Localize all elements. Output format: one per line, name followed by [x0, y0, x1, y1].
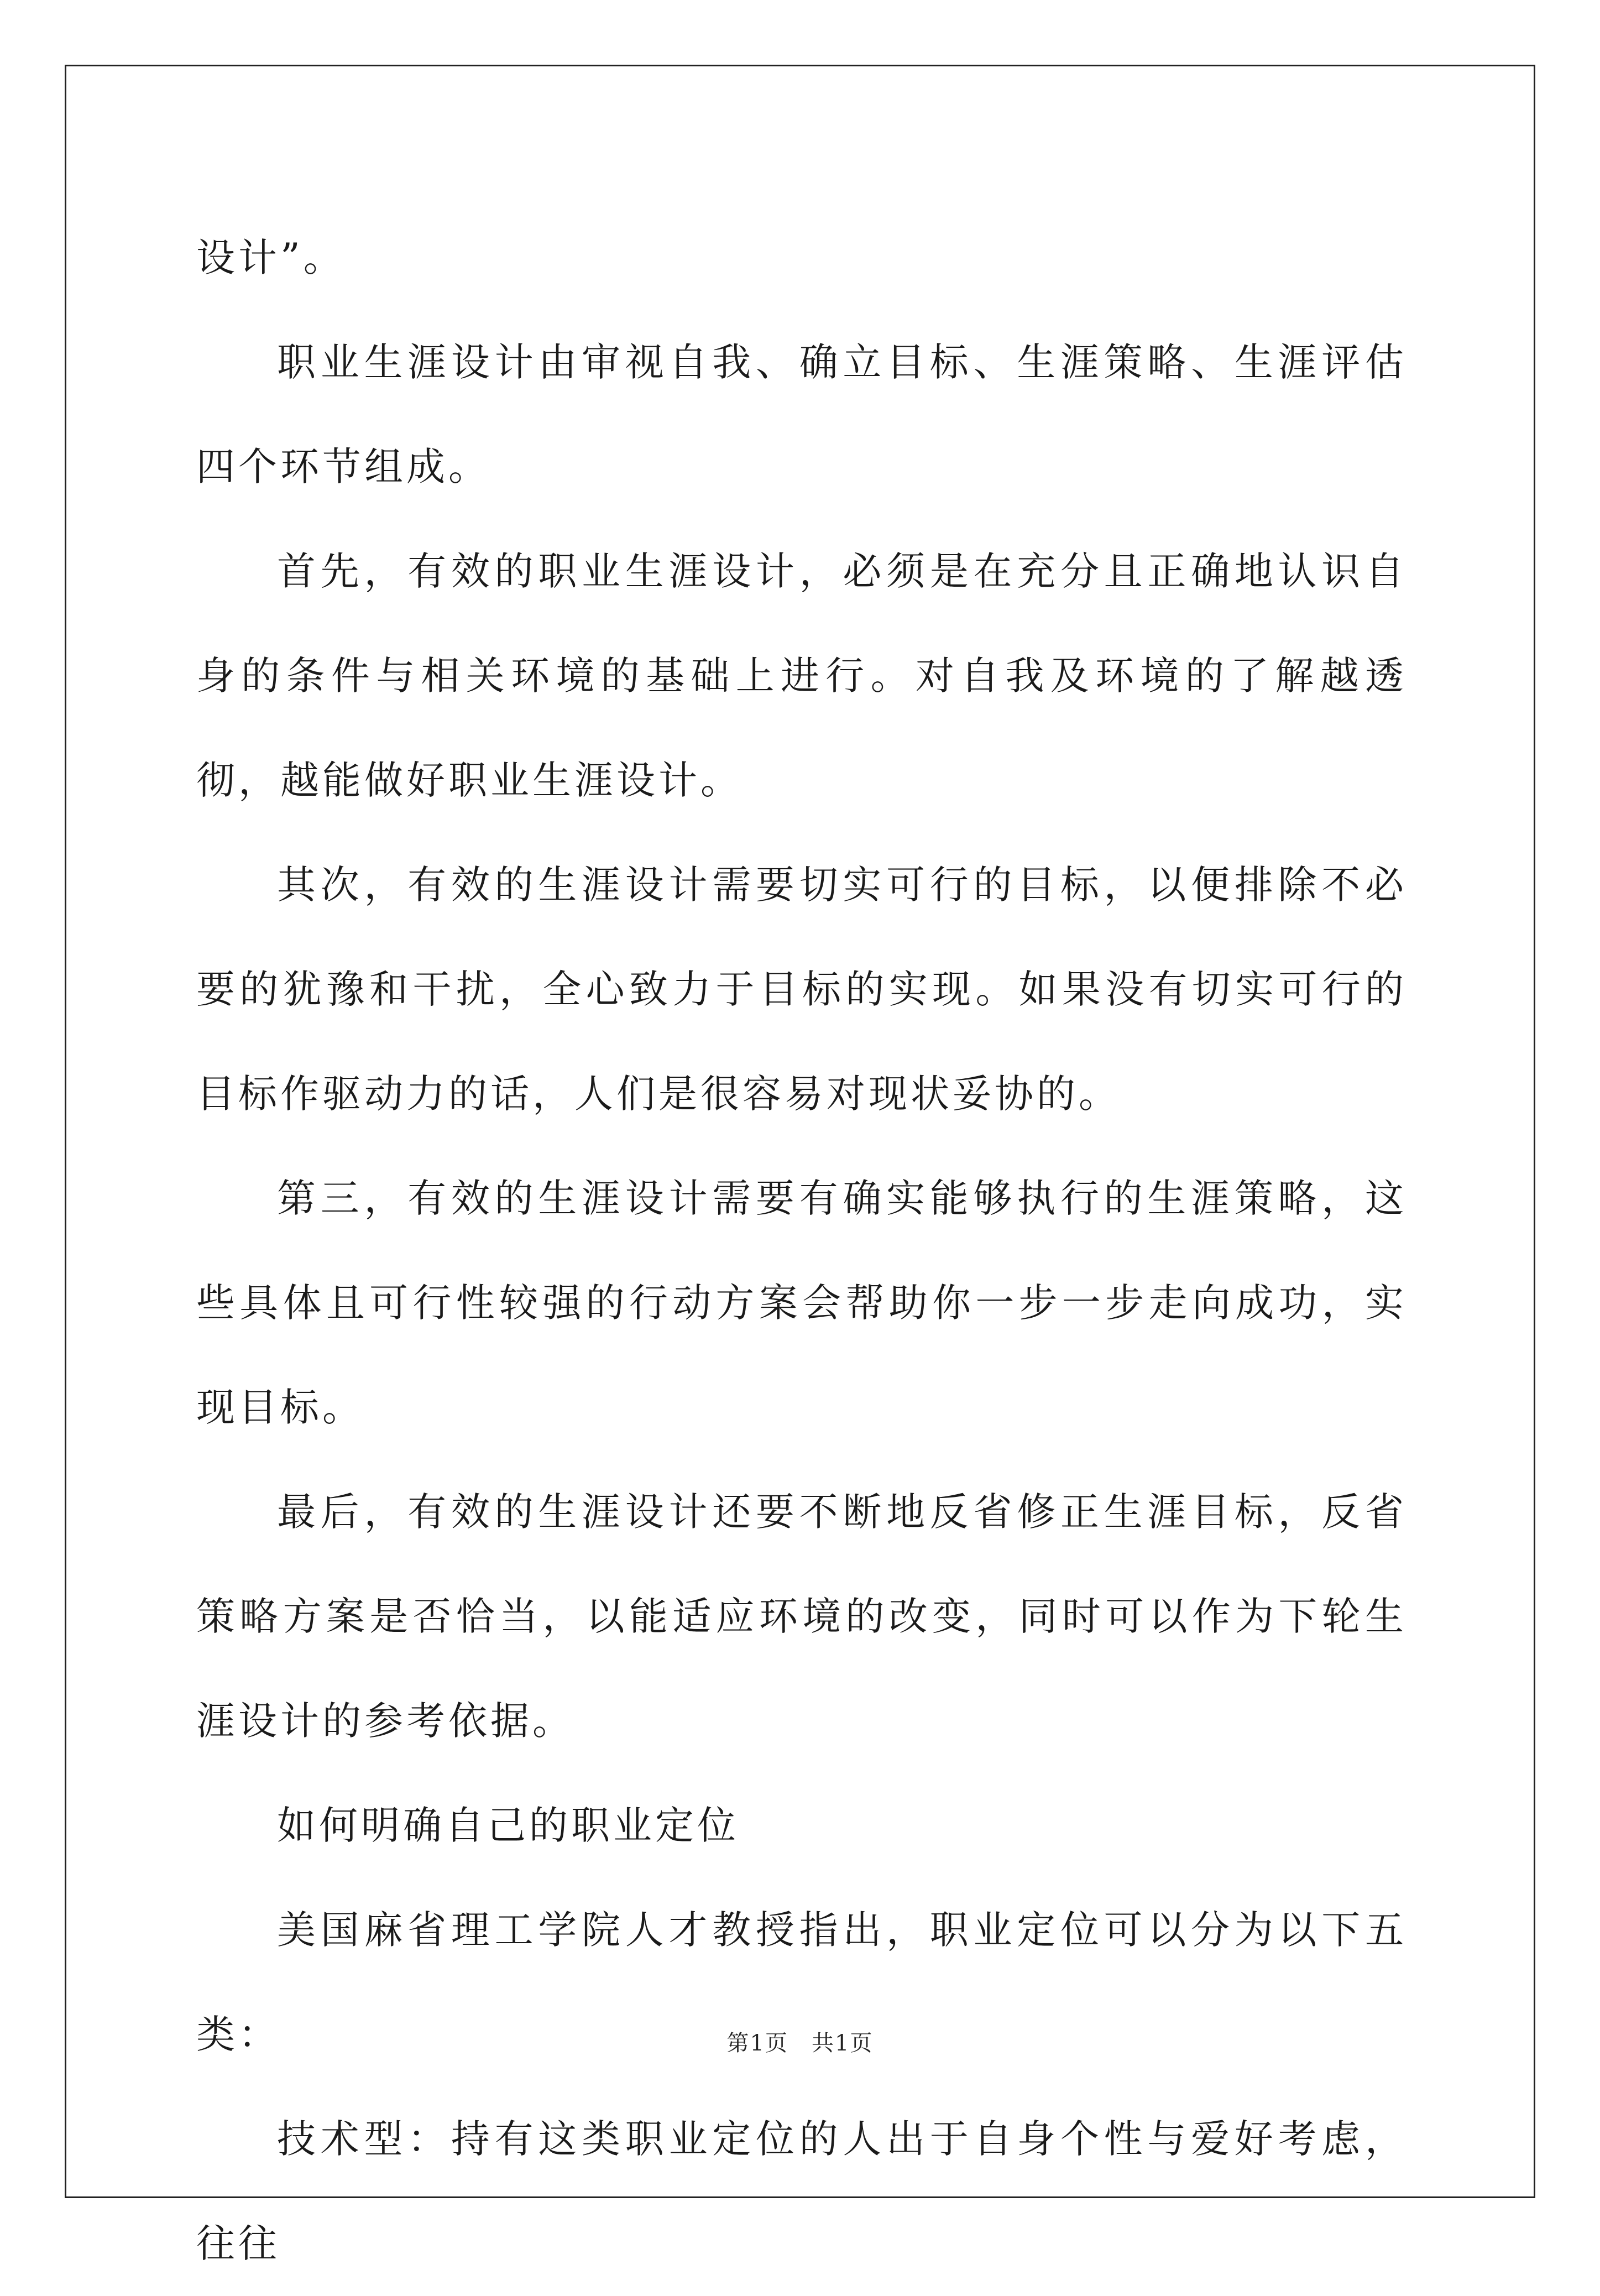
paragraph-4: 其次，有效的生涯设计需要切实可行的目标，以便排除不必要的犹豫和干扰，全心致力于目标的实现。如果没有切实可行的目标作驱动力的话，人们是很容易对现状妥协的。	[196, 862, 1407, 1116]
section-heading: 如何明确自己的职业定位	[277, 1803, 739, 1848]
paragraph-6: 最后，有效的生涯设计还要不断地反省修正生涯目标，反省策略方案是否恰当，以能适应环境的改变，同时可以作为下轮生涯设计的参考依据。	[196, 1489, 1407, 1744]
paragraph-3: 首先，有效的职业生涯设计，必须是在充分且正确地认识自身的条件与相关环境的基础上进行。对自我及环境的了解越透彻，越能做好职业生涯设计。	[196, 549, 1407, 803]
page-number-footer: 第1页 共1页	[726, 2031, 874, 2056]
document-body	[196, 206, 1407, 2296]
paragraph-8: 美国麻省理工学院人才教授指出，职业定位可以分为以下五类：	[196, 1907, 1407, 2057]
paragraph-1: 设计”。	[196, 235, 346, 280]
paragraph-9: 技术型：持有这类职业定位的人出于自身个性与爱好考虑，往往	[196, 2116, 1407, 2266]
paragraph-2: 职业生涯设计由审视自我、确立目标、生涯策略、生涯评估四个环节组成。	[196, 340, 1407, 489]
paragraph-5: 第三，有效的生涯设计需要有确实能够执行的生涯策略，这些具体且可行性较强的行动方案会帮助你一步一步走向成功，实现目标。	[196, 1176, 1407, 1430]
